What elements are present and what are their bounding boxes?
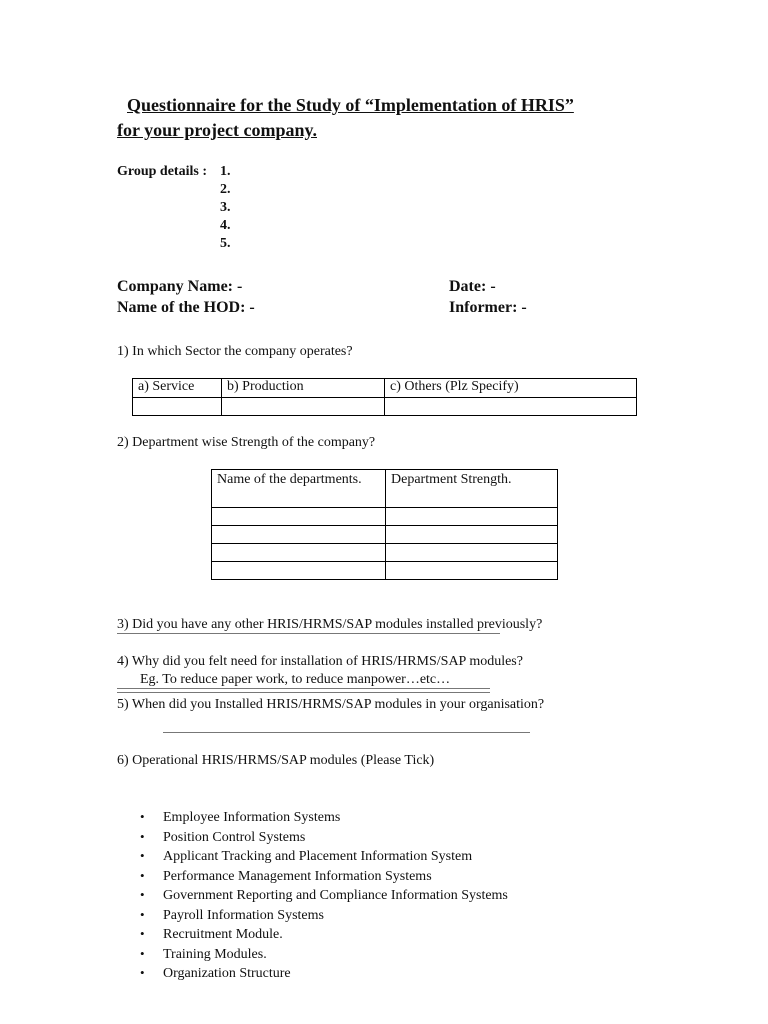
module-checklist <box>140 807 508 983</box>
question-5: 5) When did you Installed HRIS/HRMS/SAP modules in your organisation? <box>117 697 545 712</box>
hod-name-label: Name of the HOD: - <box>117 299 255 316</box>
sector-option-production: b) Production <box>222 379 385 398</box>
sector-answer-cell[interactable] <box>133 398 222 416</box>
answer-line-3 <box>117 633 500 634</box>
group-details-label: Group details : <box>117 164 207 179</box>
title-line-1: Questionnaire for the Study of “Implementation of HRIS” <box>127 95 574 115</box>
question-3: 3) Did you have any other HRIS/HRMS/SAP modules installed previously? <box>117 617 543 632</box>
group-number-2: 2. <box>220 182 231 197</box>
bullet-icon: • <box>140 867 145 883</box>
question-6: 6) Operational HRIS/HRMS/SAP modules (Please Tick) <box>117 753 435 768</box>
question-2: 2) Department wise Strength of the company? <box>117 435 376 450</box>
bullet-icon: • <box>140 809 145 824</box>
bullet-icon: • <box>140 887 145 902</box>
informer-label: Informer: - <box>449 299 527 316</box>
department-cell[interactable] <box>386 526 558 544</box>
bullet-icon: • <box>140 906 145 922</box>
module-label: Recruitment Module. <box>163 927 283 942</box>
department-cell[interactable] <box>212 544 386 562</box>
module-list-item[interactable] <box>140 827 508 847</box>
department-strength-header: Department Strength. <box>386 470 558 508</box>
module-list-item[interactable] <box>140 944 508 964</box>
module-list-item[interactable] <box>140 905 508 925</box>
group-number-4: 4. <box>220 218 231 233</box>
module-label: Employee Information Systems <box>163 810 341 825</box>
answer-line-5 <box>163 732 530 733</box>
module-label: Government Reporting and Compliance Information Systems <box>163 888 508 903</box>
question-4: 4) Why did you felt need for installation of HRIS/HRMS/SAP modules? <box>117 654 523 669</box>
question-1: 1) In which Sector the company operates? <box>117 344 353 359</box>
group-number-3: 3. <box>220 200 231 215</box>
department-cell[interactable] <box>386 544 558 562</box>
title-line-2: for your project company. <box>117 120 317 140</box>
module-list-item[interactable] <box>140 866 508 886</box>
group-number-5: 5. <box>220 236 231 251</box>
sector-option-service: a) Service <box>133 379 222 398</box>
sector-answer-cell[interactable] <box>222 398 385 416</box>
module-label: Performance Management Information Systems <box>163 868 432 884</box>
department-cell[interactable] <box>386 562 558 580</box>
date-label: Date: - <box>449 278 496 295</box>
module-list-item[interactable] <box>140 963 508 983</box>
module-list-item[interactable] <box>140 885 508 905</box>
department-name-header: Name of the departments. <box>212 470 386 508</box>
company-name-label: Company Name: - <box>117 278 243 295</box>
department-cell[interactable] <box>212 526 386 544</box>
answer-line-4a <box>117 688 490 689</box>
bullet-icon: • <box>140 828 145 844</box>
module-list-item[interactable] <box>140 924 508 944</box>
bullet-icon: • <box>140 965 145 980</box>
sector-answer-cell[interactable] <box>385 398 637 416</box>
module-label: Payroll Information Systems <box>163 907 324 923</box>
department-table <box>211 469 558 580</box>
sector-option-others: c) Others (Plz Specify) <box>385 379 637 398</box>
department-cell[interactable] <box>386 508 558 526</box>
module-label: Organization Structure <box>163 966 291 981</box>
question-4-example: Eg. To reduce paper work, to reduce manpower…etc… <box>140 672 451 687</box>
bullet-icon: • <box>140 848 145 863</box>
group-number-1: 1. <box>220 164 231 179</box>
module-list-item[interactable] <box>140 807 508 827</box>
module-label: Applicant Tracking and Placement Information System <box>163 849 473 864</box>
bullet-icon: • <box>140 945 145 961</box>
module-label: Training Modules. <box>163 946 267 962</box>
module-list-item[interactable] <box>140 846 508 866</box>
department-cell[interactable] <box>212 562 386 580</box>
answer-line-4b <box>117 692 490 693</box>
module-label: Position Control Systems <box>163 829 306 845</box>
sector-table <box>132 378 637 416</box>
department-cell[interactable] <box>212 508 386 526</box>
bullet-icon: • <box>140 926 145 941</box>
